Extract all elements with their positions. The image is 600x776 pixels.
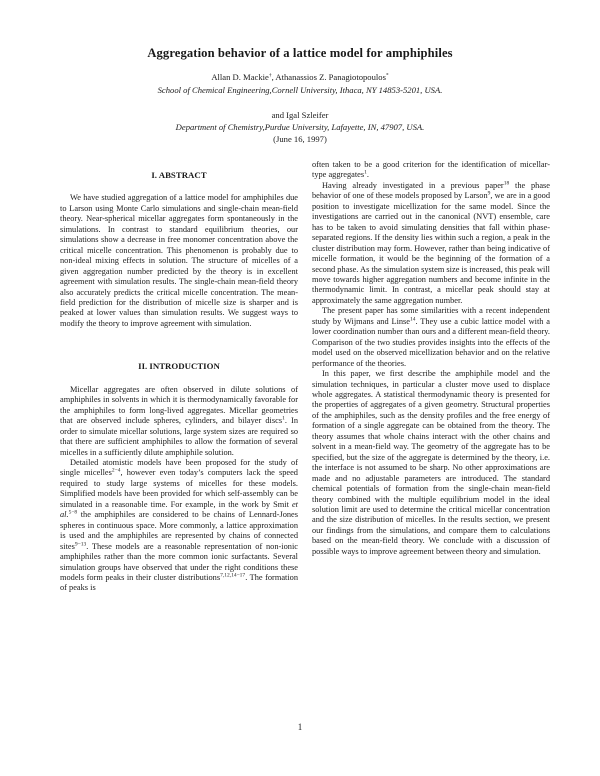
intro-paragraph-4: The present paper has some similarities with a recent independent study by Wijmans and Linse$^{14}$. They use a cubic lattice model with a lower coordination number than ours and a different mean-field theory. Comparison of the two studies provides insights into the effects of the model used on the observed micellization behavior and on the relative performance of the theories.: [312, 306, 550, 368]
author-panagiotopoulos-mark: *: [385, 72, 389, 79]
paper-title: Aggregation behavior of a lattice model for amphiphiles: [147, 46, 453, 60]
intro-paragraph-5: In this paper, we first describe the amphiphile model and the simulation techniques, in particular a cluster move used to displace whole aggregates. A statistical thermodynamic theory is presented for the properties of aggregates of a given geometry. Structural properties of the amphiphiles, such as the density profiles and the free energy of formation of a single aggregate can be obtained from the theory. The theory assumes that whole chains interact with the other chains and solvent in a mean-field way. The geometry of the aggregate has to be specified, but the size of the aggregate is determined by the theory, i.e. the interface is not assumed to be sharp. No other approximations are made and no adjustable parameters are introduced. The standard chemical potentials of formation from the single-chain mean-field theory combined with the multiple equilibrium model in the ideal solution limit are used to determine the critical micellar concentration and the size distribution of micelles. In the results section, we present our findings from the simulations, and compare them to calculations based on the mean-field theory. We conclude with a discussion of possible ways to improve agreement between theory and simulation.: [312, 369, 550, 556]
date: (June 16, 1997): [273, 134, 327, 144]
intro-paragraph-2-continued: often taken to be a good criterion for the identification of micellar- type aggregates$^1$.: [312, 160, 550, 180]
intro-paragraph-3: Having already investigated in a previous paper$^{18}$ the phase behavior of one of these models proposed by Larson$^9$, we are in a good position to investigate micellization for the same model. Since the investigations are carried out in the canonical (NVT) ensemble, care has to be taken to avoid simulating densities that fall within phase-separated regions. If the density lies within such a region, a peak in the cluster distribution may form. However, rather than being indicative of micelle formation, it would be the beginning of the formation of a second phase. As the simulation system size is increased, this peak will move towards higher aggregation numbers and become infinite in the thermodynamic limit. In contrast, a micellar peak should stay at approximately the same aggregation number.: [312, 180, 550, 305]
authors-line-1: [0, 72, 600, 82]
intro-paragraph-1: Micellar aggregates are often observed in dilute solutions of amphiphiles in solvents in which it is thermodynamically favorable for the amphiphiles to form long-lived aggregates. Micellar geometries that are observed include spheres, cylinders, and bilayer discs$^1$. In order to simulate micellar solutions, large system sizes are required so that there are sufficient amphiphiles to allow the formation of several micelles in a sufficiently dilute amphiphile solution.: [60, 384, 298, 457]
introduction-heading: II. INTRODUCTION: [138, 361, 220, 372]
affiliation-1: School of Chemical Engineering,Cornell University, Ithaca, NY 14853-5201, USA.: [157, 85, 443, 95]
authors-line-2: and Igal Szleifer: [271, 110, 329, 120]
left-column: [60, 162, 298, 594]
abstract-heading: I. ABSTRACT: [151, 170, 207, 180]
right-column: [312, 160, 550, 557]
author-mackie-mark: †: [268, 72, 272, 79]
intro-paragraph-2: Detailed atomistic models have been proposed for the study of single micelles$^{2-4}$, however even today’s computers lack the speed required to study large systems of micelles for these models. Simplified models have been provided for which self-assembly can be simulated in a reasonable time. For example, in the work by Smit et al.$^{5-8}$ the amphiphiles are considered to be chains of Lennard-Jones spheres in continuous space. More commonly, a lattice approximation is used and the amphiphiles are represented by chains of connected sites$^{9-13}$. These models are a reasonable representation of non-ionic amphiphiles rather than the more common ionic surfactants. Several simulation groups have observed that under the right conditions these models form peaks in their cluster distributions$^{7,12,14-17}$. The formation of peaks is: [60, 457, 299, 593]
page-number: 1: [297, 722, 303, 732]
abstract-text: We have studied aggregation of a lattice model for amphiphiles due to Larson using Monte Carlo simulations and single-chain mean-field theory. Near-spherical micellar aggregates form spontaneously in the simulations. In contrast to standard equilibrium theories, our simulations show a decrease in free monomer concentration above the critical micelle concentration. This phenomenon is probably due to non-ideal mixing effects in solution. The structure of micelles of a given aggregation number predicted by the theory is in excellent agreement with simulation results. The single-chain mean-field theory also accurately predicts the critical micelle concentration. The mean-field prediction for the distribution of micelle size is sharper and is peaked at lower values than simulation results. We suggest ways to modify the theory to improve agreement with simulation.: [60, 193, 298, 328]
author-panagiotopoulos: , Athanassios Z. Panagiotopoulos: [271, 72, 386, 82]
author-mackie: Allan D. Mackie: [211, 72, 269, 82]
affiliation-2: Department of Chemistry,Purdue University, Lafayette, IN, 47907, USA.: [175, 122, 425, 132]
